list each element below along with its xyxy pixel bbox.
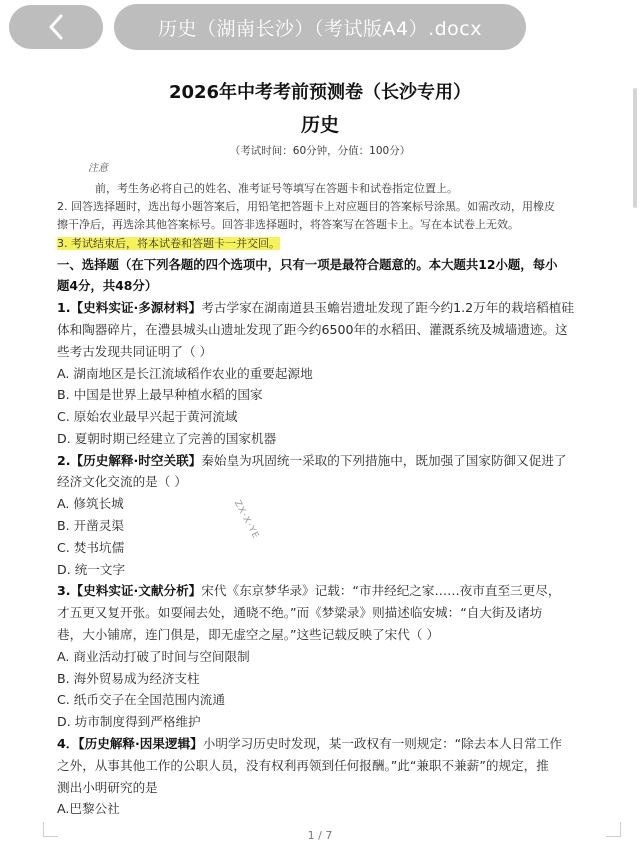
question-text: 些考古发现共同证明了（ ）	[57, 344, 213, 359]
option: C. 纸币交子在全国范围内流通	[57, 692, 225, 707]
option: A. 湖南地区是长江流域稻作农业的重要起源地	[57, 366, 313, 381]
question-tag: 2.【历史解释·时空关联】	[57, 453, 202, 468]
exam-info: （考试时间：60分钟，分值：100分）	[229, 145, 411, 157]
question-text: 小明学习历史时发现，某一政权有一则规定：“除去本人日常工作	[202, 736, 562, 751]
watermark: ZX·X·YE	[231, 498, 261, 542]
question-text: 巷，大小铺席，连门俱是，即无虚空之屋。”这些记载反映了宋代（ ）	[57, 627, 440, 642]
option: C. 焚书坑儒	[57, 540, 125, 555]
option: D. 统一文字	[57, 562, 126, 577]
document-title: 历史（湖南长沙）（考试版A4）.docx	[157, 17, 482, 40]
question-1-line	[57, 297, 574, 316]
section-heading: 题4分，共48分）	[57, 278, 158, 293]
stamp-mark: 注意	[88, 163, 108, 174]
option: D. 夏朝时期已经建立了完善的国家机器	[57, 431, 277, 446]
option: C. 原始农业最早兴起于黄河流域	[57, 409, 238, 424]
question-3-line	[57, 580, 560, 599]
question-tag: 3.【史料实证·文献分析】	[57, 583, 202, 598]
highlight-note: 3. 考试结束后，将本试卷和答题卡一并交回。	[57, 237, 280, 250]
note-line-highlighted	[57, 235, 280, 251]
question-2-line	[57, 450, 567, 469]
option: B. 海外贸易成为经济支柱	[57, 671, 200, 686]
option: B. 中国是世界上最早种植水稻的国家	[57, 387, 263, 402]
document-title-bar[interactable]	[114, 4, 526, 50]
option: A. 修筑长城	[57, 496, 124, 511]
question-tag: 4．【历史解释·因果逻辑】	[57, 736, 203, 751]
section-heading: 一、选择题（在下列各题的四个选项中，只有一项是最符合题意的。本大题共12小题，每小	[57, 257, 558, 272]
question-text: 经济文化交流的是（ ）	[57, 474, 187, 489]
option: D. 坊市制度得到严格维护	[57, 714, 201, 729]
option: B. 开凿灵渠	[57, 518, 125, 533]
page-number: 1 / 7	[307, 829, 333, 842]
question-text: 体和陶器碎片，在澧县城头山遗址发现了距今约6500年的水稻田、灌溉系统及城墙遗迹。这	[57, 322, 568, 337]
question-text: 宋代《东京梦华录》记载：“市井经纪之家……夜市直至三更尽，	[201, 583, 561, 598]
note-line: 擦干净后，再选涂其他答案标号。回答非选择题时，将答案写在答题卡上。写在本试卷上无效。	[57, 218, 519, 231]
option: A. 商业活动打破了时间与空间限制	[57, 649, 250, 664]
subject-title: 历史	[300, 114, 339, 136]
question-text: 考古学家在湖南道县玉蟾岩遗址发现了距今约1.2万年的栽培稻植硅	[201, 300, 574, 315]
note-line: 2. 回答选择题时，选出每小题答案后，用铅笔把答题卡上对应题目的答案标号涂黑。如需改动，用橡皮	[57, 200, 555, 213]
question-text: 之外，从事其他工作的公职人员，没有权利再领到任何报酬。”此“兼职不兼薪”的规定，推	[57, 758, 549, 773]
note-line: 前，考生务必将自己的姓名、准考证号等填写在答题卡和试卷指定位置上。	[95, 182, 458, 195]
option: A.巴黎公社	[57, 801, 120, 816]
question-text: 才五更又复开张。如耍闹去处，通晓不绝。”而《梦粱录》则描述临安城：“自大街及诸坊	[57, 605, 543, 620]
question-4-line	[57, 733, 562, 752]
question-text: 测出小明研究的是	[57, 780, 158, 795]
question-tag: 1.【史料实证·多源材料】	[57, 300, 202, 315]
chevron-left-icon	[48, 14, 64, 40]
exam-title: 2026年中考考前预测卷（长沙专用）	[168, 82, 472, 103]
back-button[interactable]	[9, 5, 103, 49]
question-text: 秦始皇为巩固统一采取的下列措施中，既加强了国家防御又促进了	[201, 453, 567, 468]
